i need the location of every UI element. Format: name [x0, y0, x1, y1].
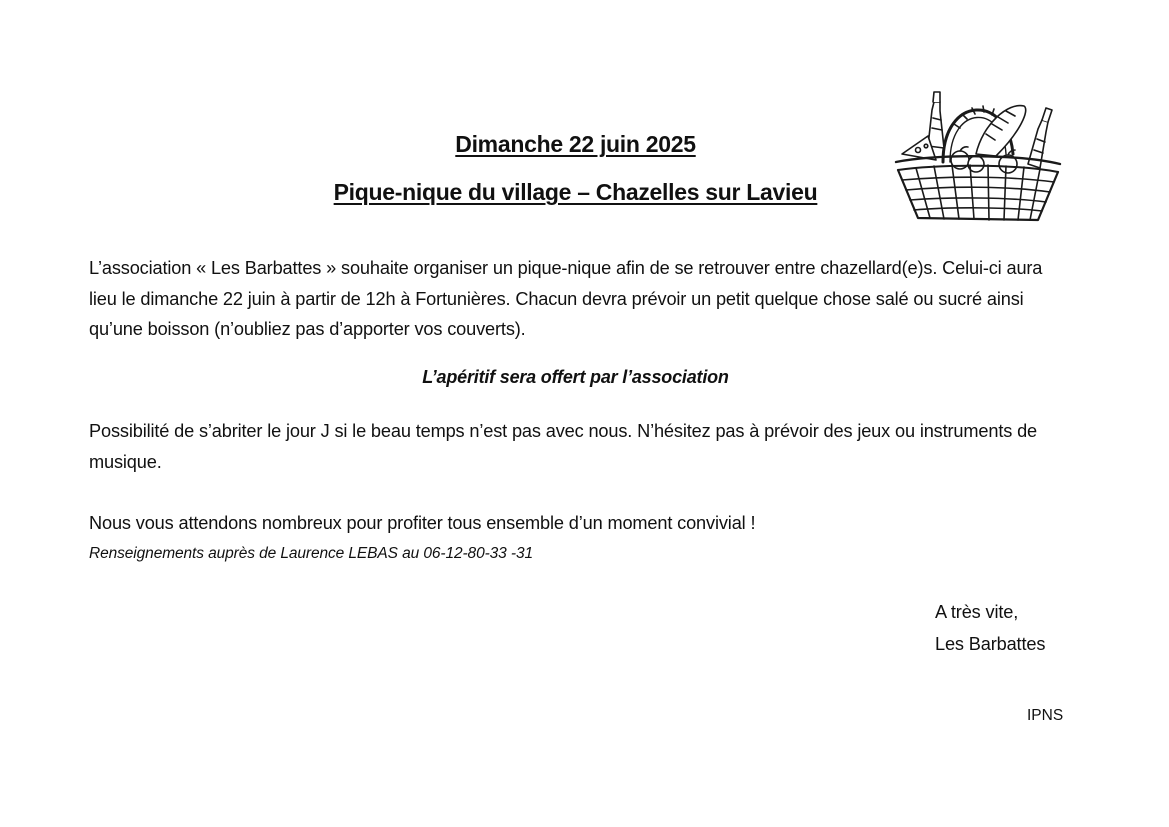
event-name-title: Pique-nique du village – Chazelles sur Lavieu [333, 179, 818, 205]
contact-info: Renseignements auprès de Laurence LEBAS au 06-12-80-33 -31 [89, 545, 533, 562]
shelter-paragraph: Possibilité de s’abriter le jour J si le beau temps n’est pas avec nous. N’hésitez pas à prévoir des jeux ou instruments de musique. [89, 421, 1038, 472]
event-date-title: Dimanche 22 juin 2025 [455, 131, 696, 157]
picnic-basket-icon [888, 84, 1066, 224]
ipns-mark: IPNS [1027, 707, 1064, 724]
closing-line: A très vite, [935, 602, 1019, 622]
signature: Les Barbattes [935, 634, 1046, 654]
aperitif-note: L’apéritif sera offert par l’association [422, 367, 729, 387]
invitation-paragraph: Nous vous attendons nombreux pour profiter tous ensemble d’un moment convivial ! [89, 513, 756, 533]
intro-paragraph: L’association « Les Barbattes » souhaite organiser un pique-nique afin de se retrouver entre chazellard(e)s. Celui-ci aura lieu le dimanche 22 juin à partir de 12h à Fortunières. Chacun devra prévoir un petit quelque chose salé ou sucré ainsi qu’une boisson (n’oubliez pas d’apporter vos couverts). [89, 258, 1043, 339]
